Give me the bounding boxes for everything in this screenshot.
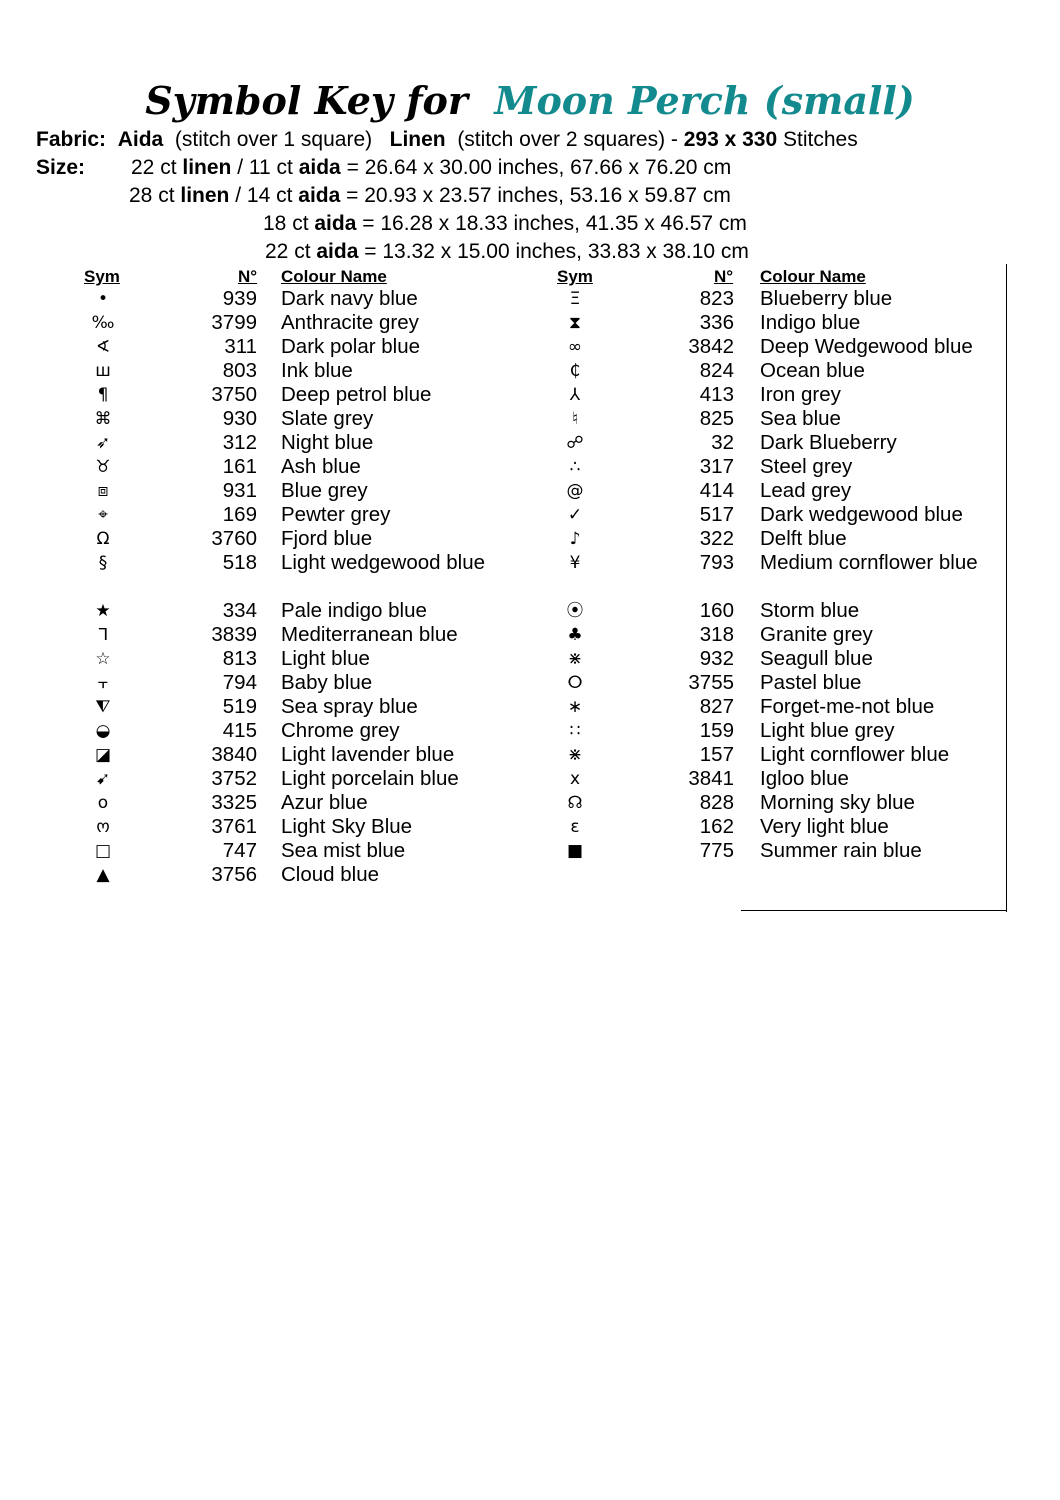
colour-name: Baby blue <box>281 671 373 694</box>
colour-name: Light porcelain blue <box>281 767 459 790</box>
colour-name: Fjord blue <box>281 527 373 550</box>
colour-name: Dark navy blue <box>281 287 418 310</box>
thread-number: 932 <box>699 647 734 670</box>
colour-name: Light cornflower blue <box>760 743 950 766</box>
thread-number: 827 <box>699 695 734 718</box>
symbol-icon: ₵ <box>569 361 581 381</box>
colour-name: Chrome grey <box>281 719 400 742</box>
colour-name: Night blue <box>281 431 374 454</box>
colour-name: Delft blue <box>760 527 847 550</box>
colour-name: Sea mist blue <box>281 839 406 862</box>
symbol-icon: ∞ <box>567 337 583 357</box>
colour-name: Dark Blueberry <box>760 431 897 454</box>
thread-number: 793 <box>699 551 734 574</box>
thread-number: 413 <box>699 383 734 406</box>
thread-number: 162 <box>699 815 734 838</box>
size-count: 28 ct <box>129 184 175 207</box>
pattern-name: Moon Perch (small) <box>494 78 915 123</box>
fabric-line <box>36 126 858 154</box>
symbol-icon: ♣ <box>567 625 583 645</box>
colour-name: Lead grey <box>760 479 852 502</box>
symbol-icon: ▲ <box>96 865 110 885</box>
stitch-word: Stitches <box>783 128 858 151</box>
thread-number: 518 <box>222 551 257 574</box>
size-dims: = 26.64 x 30.00 inches, 67.66 x 76.20 cm <box>346 156 732 179</box>
symbol-icon: ᒣ <box>97 625 109 645</box>
colour-name: Blue grey <box>281 479 368 502</box>
colour-name: Anthracite grey <box>281 311 419 334</box>
colour-name: Forget-me-not blue <box>760 695 935 718</box>
size-line-1 <box>131 154 731 182</box>
thread-number: 159 <box>699 719 734 742</box>
thread-number: 794 <box>222 671 257 694</box>
thread-number: 336 <box>699 311 734 334</box>
header-sym-left: Sym <box>84 267 120 286</box>
header-num-left: N° <box>238 267 258 286</box>
thread-number: 311 <box>224 335 257 358</box>
thread-number: 803 <box>222 359 257 382</box>
header-name-right: Colour Name <box>760 267 866 286</box>
thread-number: 3842 <box>688 335 734 358</box>
symbol-icon: x <box>569 769 581 789</box>
symbol-icon: ♉ <box>95 457 111 477</box>
thread-number: 415 <box>222 719 257 742</box>
size-fabric: linen <box>182 156 232 179</box>
colour-name: Very light blue <box>760 815 889 838</box>
colour-name: Light blue grey <box>760 719 895 742</box>
colour-name: Pale indigo blue <box>281 599 427 622</box>
colour-name: Steel grey <box>760 455 853 478</box>
size-line-4 <box>265 238 749 266</box>
symbol-icon: ¥ <box>569 553 581 573</box>
colour-name: Indigo blue <box>760 311 861 334</box>
colour-name: Mediterranean blue <box>281 623 458 646</box>
symbol-icon: ✓ <box>567 505 583 525</box>
symbol-icon: ♪ <box>569 529 581 549</box>
thread-number: 3755 <box>688 671 734 694</box>
symbol-icon: ∴ <box>569 457 581 477</box>
symbol-icon: ➶ <box>95 433 111 453</box>
thread-number: 931 <box>222 479 257 502</box>
size-line-2 <box>129 182 731 210</box>
fabric-label: Fabric: <box>36 128 107 151</box>
thread-number: 3750 <box>211 383 257 406</box>
size-label: Size: <box>36 156 86 179</box>
symbol-icon: ➹ <box>95 769 111 789</box>
symbol-icon: ⧈ <box>97 481 109 501</box>
thread-number: 3839 <box>211 623 257 646</box>
thread-number: 414 <box>699 479 734 502</box>
thread-number: 322 <box>699 527 734 550</box>
size-line-3 <box>263 210 747 238</box>
colour-name: Deep Wedgewood blue <box>760 335 973 358</box>
thread-number: 3840 <box>211 743 257 766</box>
symbol-icon: ⧨ <box>95 697 111 717</box>
thread-number: 160 <box>699 599 734 622</box>
header-num-right: N° <box>714 267 734 286</box>
thread-number: 747 <box>222 839 257 862</box>
thread-number: 317 <box>699 455 734 478</box>
colour-name: Storm blue <box>760 599 860 622</box>
colour-name: Ash blue <box>281 455 361 478</box>
colour-name: Azur blue <box>281 791 368 814</box>
colour-name: Granite grey <box>760 623 873 646</box>
size-dims: = 20.93 x 23.57 inches, 53.16 x 59.87 cm <box>346 184 731 207</box>
thread-number: 3756 <box>211 863 257 886</box>
colour-name: Deep petrol blue <box>281 383 432 406</box>
size-sep: / 14 ct <box>235 184 293 207</box>
thread-number: 334 <box>222 599 257 622</box>
colour-name: Dark wedgewood blue <box>760 503 963 526</box>
table-right-border <box>1006 264 1007 912</box>
header-name-left: Colour Name <box>281 267 387 286</box>
colour-name: Ink blue <box>281 359 353 382</box>
symbol-icon: ⵔ <box>567 673 583 693</box>
thread-number: 161 <box>222 455 257 478</box>
colour-name: Sea spray blue <box>281 695 418 718</box>
symbol-icon: ☊ <box>567 793 583 813</box>
symbol-icon: ⌖ <box>98 505 108 525</box>
size-fabric: linen <box>180 184 230 207</box>
colour-name: Sea blue <box>760 407 841 430</box>
thread-number: 32 <box>711 431 734 454</box>
colour-name: Igloo blue <box>760 767 849 790</box>
thread-number: 813 <box>222 647 257 670</box>
symbol-icon: ■ <box>566 841 584 861</box>
symbol-icon: ⌘ <box>94 409 112 429</box>
title-prefix: Symbol Key for <box>145 78 468 123</box>
colour-name: Light lavender blue <box>281 743 455 766</box>
thread-number: 3761 <box>211 815 257 838</box>
symbol-icon: @ <box>566 481 584 501</box>
colour-name: Summer rain blue <box>760 839 922 862</box>
symbol-icon: § <box>98 553 108 573</box>
symbol-icon: ∢ <box>95 337 111 357</box>
thread-number: 3799 <box>211 311 257 334</box>
symbol-icon: ⦿ <box>566 601 584 621</box>
symbol-icon: ♮ <box>571 409 579 429</box>
colour-name: Pastel blue <box>760 671 862 694</box>
symbol-icon: ⧗ <box>569 313 581 333</box>
size-fabric: aida <box>314 212 357 235</box>
colour-name: Slate grey <box>281 407 374 430</box>
thread-number: 517 <box>699 503 734 526</box>
thread-number: 930 <box>222 407 257 430</box>
colour-name: Light Sky Blue <box>281 815 413 838</box>
thread-number: 312 <box>222 431 257 454</box>
symbol-icon: o <box>97 793 109 813</box>
thread-number: 3752 <box>211 767 257 790</box>
size-count: 22 ct <box>265 240 311 263</box>
page-title <box>0 78 1060 124</box>
colour-name: Cloud blue <box>281 863 380 886</box>
table-bottom-border <box>741 910 1007 911</box>
size-fabric: aida <box>298 156 341 179</box>
colour-name: Seagull blue <box>760 647 873 670</box>
thread-number: 3760 <box>211 527 257 550</box>
thread-number: 169 <box>222 503 257 526</box>
size-sep: / 11 ct <box>237 156 293 179</box>
colour-name: Dark polar blue <box>281 335 421 358</box>
size-fabric: aida <box>298 184 341 207</box>
fabric-aida: Aida <box>117 128 164 151</box>
symbol-icon: ∗ <box>567 697 583 717</box>
symbol-icon: ◪ <box>94 745 112 765</box>
symbol-icon: ო <box>96 817 110 837</box>
symbol-icon: ш <box>95 361 111 381</box>
thread-number: 823 <box>699 287 734 310</box>
symbol-icon: Ω <box>96 529 110 549</box>
symbol-icon: ⋇ <box>567 745 583 765</box>
symbol-icon: □ <box>94 841 112 861</box>
symbol-icon: ε <box>570 817 580 837</box>
size-dims: = 13.32 x 15.00 inches, 33.83 x 38.10 cm <box>364 240 749 263</box>
symbol-icon: ⅄ <box>569 385 581 405</box>
symbol-icon: ⫟ <box>97 673 109 693</box>
fabric-linen: Linen <box>389 128 446 151</box>
colour-name: Iron grey <box>760 383 841 406</box>
fabric-aida-note: (stitch over 1 square) <box>174 128 373 151</box>
symbol-icon: ◒ <box>95 721 111 741</box>
symbol-icon: ¶ <box>97 385 109 405</box>
thread-number: 939 <box>222 287 257 310</box>
size-fabric: aida <box>316 240 359 263</box>
fabric-linen-note: (stitch over 2 squares) - <box>457 128 678 151</box>
symbol-icon: ⋇ <box>567 649 583 669</box>
thread-number: 157 <box>699 743 734 766</box>
thread-number: 519 <box>222 695 257 718</box>
symbol-icon: ★ <box>95 601 111 621</box>
symbol-icon: ☆ <box>95 649 111 669</box>
symbol-icon: Ξ <box>569 289 581 309</box>
colour-name: Medium cornflower blue <box>760 551 978 574</box>
symbol-icon: ∷ <box>569 721 581 741</box>
header-sym-right: Sym <box>557 267 593 286</box>
colour-name: Pewter grey <box>281 503 391 526</box>
colour-name: Light wedgewood blue <box>281 551 486 574</box>
symbol-icon: ☍ <box>566 433 584 453</box>
symbol-icon: • <box>97 289 109 309</box>
thread-number: 318 <box>699 623 734 646</box>
colour-name: Morning sky blue <box>760 791 915 814</box>
thread-number: 3841 <box>688 767 734 790</box>
thread-number: 828 <box>699 791 734 814</box>
size-dims: = 16.28 x 18.33 inches, 41.35 x 46.57 cm <box>362 212 747 235</box>
size-count: 22 ct <box>131 156 177 179</box>
size-count: 18 ct <box>263 212 309 235</box>
thread-number: 824 <box>699 359 734 382</box>
colour-name: Ocean blue <box>760 359 865 382</box>
thread-number: 825 <box>699 407 734 430</box>
thread-number: 3325 <box>211 791 257 814</box>
symbol-icon: ‰ <box>91 313 115 333</box>
colour-name: Blueberry blue <box>760 287 893 310</box>
colour-name: Light blue <box>281 647 370 670</box>
thread-number: 775 <box>699 839 734 862</box>
stitch-count: 293 x 330 <box>683 128 778 151</box>
